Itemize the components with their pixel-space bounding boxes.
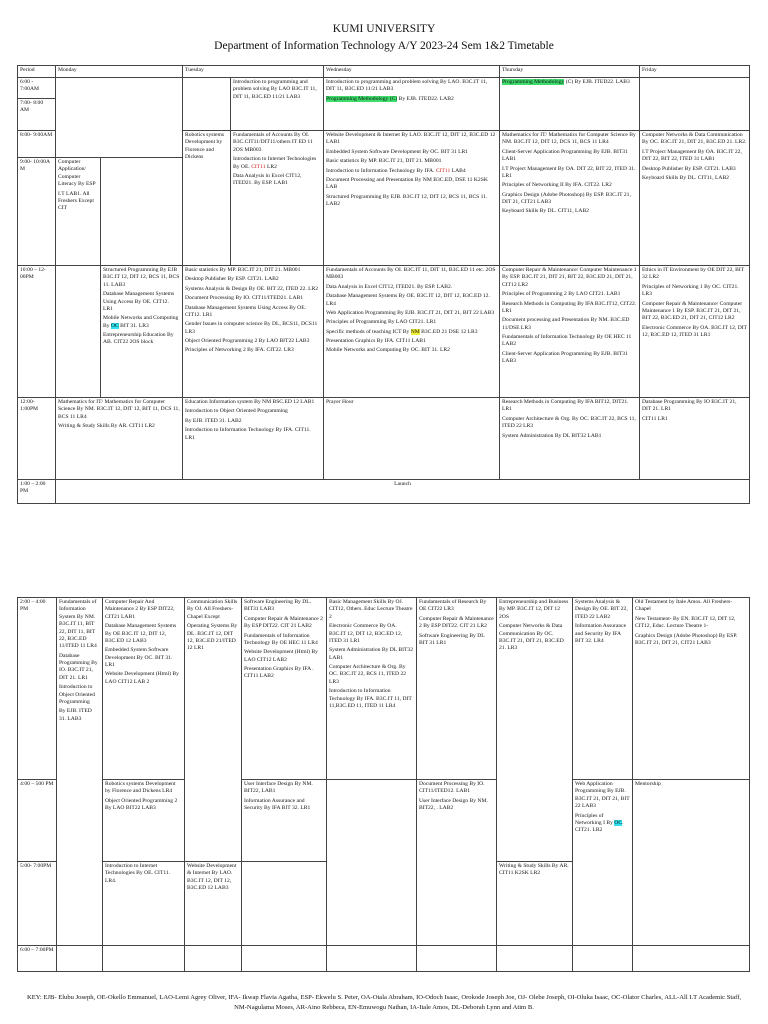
wednesday-morning: Website Development & Internet By LAO. B3C.IT 12, DIT 12, B3C.ED 12 LAB1 Embedded System Software Development By OC. BIT 31 LR1 Basic statistics By MP. B3C.IT 21, DIT 21. MB001 Introduction to Information Technology By IFA. CIT11 LAB4 Document Processing and Presentation By NM B3C.ED, DSE 11 K2SK LAB Structured Programming By EJB. B3C.IT 12, DIT 12, BCS 11, BCS 11. LAB2 <box>324 131 500 266</box>
timetable-morning <box>17 65 750 504</box>
friday-mentorship: Mentorship <box>633 780 750 946</box>
empty-cell <box>185 946 242 972</box>
period-cell: 6:00 – 7:00PM <box>18 946 57 972</box>
monday-evening: Introduction to Internet Technologies By OE. CIT11. LR4. <box>103 862 185 946</box>
monday-computer-literacy: Computer Application/ Computer Literacy By ESP I.T LAB1. All Freshers Except CIT <box>56 158 101 266</box>
friday-afternoon-a: Old Testament by Itale Amos. All Freshers- Chapel New Testament- By EN. B3C.IT 12, DIT 12, CIT12, Educ. Lecture Theatre 1- Graphics Design (Adobe Photoshop) By ESP. B3C.IT 21, DIT 21, CIT21 LAB3 <box>633 598 750 780</box>
monday-midmorning-empty <box>56 266 101 398</box>
university-title: KUMI UNIVERSITY <box>332 23 436 35</box>
empty-cell <box>417 946 497 972</box>
period-cell: 4:00 – 500 PM <box>18 780 57 862</box>
thursday-afternoon-b: Systems Analysis & Design By OE. BIT 22, ITED 22 LAB2 Information Assurance and Security By IFA BIT 32. LR4 <box>573 598 633 780</box>
empty-cell <box>103 946 185 972</box>
period-cell: 10:00 – 12- 00PM <box>18 266 56 398</box>
period-cell: 12:00- 1:00PM <box>18 398 56 480</box>
monday-midmorning: Structured Programming By EJB B3C.IT 12, DIT 12, BCS 11, BCS 11. LAB3 Database Management Systems Using Access By OE. CIT12. LR1 Mobile Networks and Computing By OC BIT 31. LR3 Entrepreneurship Education By AB. CIT22 2OS block <box>101 266 183 398</box>
tuesday-afternoon-b: Software Engineering By DL. BIT31 LAB3 Computer Repair & Maintenance 2 By ESP DIT22. CIT 21 LAB2 Fundamentals of Information Technology By OE HEC 11 LR4 Website Development (Html) By LAO CIT12 LAB2 Presentation Graphics By IFA . CIT11 LAB2 <box>242 598 327 780</box>
period-cell: 8:00- 9:00AM <box>18 131 56 158</box>
thursday-evening: Writing & Study Skills By AR. CIT11 K2SK LR2 <box>497 862 573 946</box>
friday-morning: Computer Networks & Data Communication By OC. B3C.IT 21, DIT 21, B3C.ED 21. LR2. I.T Project Management By OA. B3C.IT 22, DIT 22, BIT 22, ITED 31 LAB1 Desktop Publisher By ESP. CIT21. LAB3 Keyboard Skills By DL. CIT11, LAB2 <box>640 131 750 266</box>
friday-noon: Database Programming By IO B3C.IT 21, DIT 21. LR1 CIT11 LR1 <box>640 398 750 480</box>
wednesday-midmorning: Fundamentals of Accounts By OI. B3C.IT 11, DIT 11, B3C.ED 11 etc. 2OS MB003 Data Analysis in Excel CIT12, ITED21. By ESP. LAB2. Database Management Systems By OE. B3C.IT 12, DIT 12, B3C.ED 12. LR4 Web Application Programming By EJB. B3C.IT 21, DIT 21, BIT 22 LAB3 Principles of Programming By LAO CIT21. LR1 Specific methods of teaching ICT By NM B3C.ED 21 DSE 12 LR3 Presentation Graphics By IFA. CIT11 LAB1 Mobile Networks and Computing By OC. BIT 31. LR2 <box>324 266 500 398</box>
wednesday-afternoon-4pm: Document Processing By IO. CIT11/ITED12. LAB1 User Interface Design By NM. BIT22, . LAB2 <box>417 780 497 946</box>
monday-empty <box>101 158 183 266</box>
wednesday-prayer-hour: Prayer Hour <box>324 398 500 480</box>
tuesday-evening-a: Website Development & Internet By LAO. B3C.IT 12, DIT 12, B3C.ED 12 LAB3 <box>185 862 242 946</box>
monday-early <box>56 78 183 158</box>
header-period: Period <box>18 66 56 78</box>
header-friday: Friday <box>640 66 750 78</box>
empty-cell <box>633 946 750 972</box>
friday-early <box>640 78 750 131</box>
header-tuesday: Tuesday <box>183 66 324 78</box>
empty-cell <box>57 946 103 972</box>
empty-cell <box>573 946 633 972</box>
empty-cell <box>242 946 327 972</box>
lecturer-key: KEY: EJB- Elubu Joseph, OE-Okello Emmanuel, LAO-Lemi Agrey Oliver, IFA- Ikwap Flavia Agatha, ESP- Ekwelu S. Peter, OA-Otala Abraham, IO-Odoch Isaac, Orokode Joseph Joe, OJ- Olebe Joseph, OI-Oluka Isaac, OC-Olator Charles, ALL-All I.T Academic Staff, NM-Nagulama Moses, AR-Aino Rebbeca, EN-Emuwogu Nathan, IA-Itale Amos, DL-Deborah Lynn and Atim B. <box>26 994 742 1011</box>
header-thursday: Thursday <box>500 66 640 78</box>
empty-cell <box>327 946 417 972</box>
monday-afternoon-b: Computer Repair And Maintenance 2 By ESP DIT22, CIT21 LAB1 Database Management Systems By OE B3C.IT 12, DIT 12, B3C.ED 12 LAB3 Embedded System Software Development By OC. BIT 31. LR1 Website Development (Html) By LAO CIT12 LAB 2 <box>103 598 185 780</box>
header-wednesday: Wednesday <box>324 66 500 78</box>
period-cell: 9:00- 10:00A M <box>18 158 56 266</box>
monday-afternoon-a: Fundamentals of Information System By NM. B3C.IT 11, BIT 22, DIT 11, BIT 22, B3C.ED 11/ITED 11 LR4 Database Programming By IO. B3C.IT 21, DIT 21. LR1 Introduction to Object Oriented Programming By EJB. ITED 31. LAB3 <box>57 598 103 946</box>
timetable-title: Department of Information Technology A/Y 2023-24 Sem 1&2 Timetable <box>214 40 554 52</box>
tuesday-afternoon-4pm: User Interface Design By NM. BIT22, LAB1 Information Assurance and Security By IFA BIT 32. LR1 <box>242 780 327 862</box>
tuesday-intro-programming: Introduction to programming and problem solving By LAO B3C.IT 11, DIT 11, B3C.ED 11/21 LAB3 <box>231 78 324 131</box>
monday-afternoon-4pm: Robotics systems Development by Florence and Dickens LR4 Object Oriented Programming 2 By LAO BIT22 LAB3 <box>103 780 185 862</box>
period-cell: 1:00 – 2:00 PM <box>18 480 56 504</box>
monday-noon: Mathematics for IT/ Mathematics for Computer Science By NM. B3C.IT 12, DIT 12, BIT 11, DCS 11, BCS 11 LR4 Writing & Study Skills By AR. CIT11 LR2 <box>56 398 183 480</box>
tuesday-evening-b <box>242 862 327 946</box>
tuesday-midmorning: Basic statistics By MP. B3C.IT 21, DIT 21. MB001 Desktop Publisher By ESP. CIT21. LAB2 Systems Analysis & Design By OE. BIT 22, ITED 22. LR2 Document Processing By IO. CIT11/ITED21. LAB1 Database Management Systems Using Access By OE. CIT12. LR1 Gender Issues in computer science By DL, BCS11, DCS11 LR3 Object Oriented Programming 2 By LAO BIT22 LAB3 Principles of Networking 2 By IFA. CIT22. LR3 <box>183 266 324 398</box>
thursday-afternoon-a: Entrepreneurship and Business By MP. B3C.IT 12, DIT 12 2OS Computer Networks & Data Communication By OC. B3C.IT 21, DIT 21, B3C.ED 21. LR3 <box>497 598 573 862</box>
tuesday-morning: Fundamentals of Accounts By OI. B3C.CIT11/DIT11/others IT ED 11 2OS MB003 Introduction to Internet Technologies By OE. CIT11 LR2 Data Analysis in Excel CIT12, ITED21. By ESP. LAB1 <box>231 131 324 266</box>
thursday-midmorning: Computer Repair & Maintenance/ Computer Maintenance 1 By ESP. B3C.IT 21, DIT 21, BIT 22, B3C.ED 21, DIT 21, CIT12 LR2 Principles of Programming 2 By LAO CIT21. LAB1 Research Methods in Computing By IFA B3C.IT12, CIT22. LR1 Document processing and Presentation By NM. B3C.ED 11/DSE LR3 Fundamentals of Information Technology By OE HEC 11 LAB2 Client-Server Application Programming By EJB. BIT31 LAB3 <box>500 266 640 398</box>
empty-cell <box>497 946 573 972</box>
friday-midmorning: Ethics in IT Environment by OE DIT 22, BIT 32 LR2 Principles of Networking 1 By OC. CIT21. LR3 Computer Repair & Maintenance/ Computer Maintenance 1 By ESP. B3C.IT 21, DIT 21, BIT 22, B3C.ED 21, DIT 21, CIT12 LR2 Electronic Commerce By OA. B3C.IT 12, DIT 12, B3C.ED 12, ITED 31 LR1 <box>640 266 750 398</box>
tuesday-robotics: Robotics systems Development by Florence and Dickens <box>183 131 231 266</box>
wednesday-afternoon-a: Basic Management Skills By OJ. CIT12, Others. Educ Lecture Theatre 2 Electronic Commerce By OA. B3C.IT 12, DIT 12, B3C.ED 12, ITED 31 LR1 System Administration By DL BIT32 LAB1 Computer Architecture & Org. By OC. B3C.IT 22, BCS 11, ITED 22 LR3 Introduction to Information Technology By IFA. B3C.IT 11, DIT 11,B3C.ED 11, ITED 11 LR4 <box>327 598 417 780</box>
period-cell: 6:00 - 7:00AM <box>18 78 56 99</box>
tuesday-early-a <box>183 78 231 131</box>
period-cell: 7:00- 8:00 AM <box>18 99 56 131</box>
timetable-afternoon <box>17 597 750 972</box>
tuesday-noon: Education Information system By NM BSC.ED 12 LAB1 Introduction to Object Oriented Programming By EJB. ITED 31. LAB2 Introduction to Information Technology By IFA. CIT11. LR1 <box>183 398 324 480</box>
wednesday-early: Introduction to programming and problem solving By LAO. B3C.IT 11, DIT 11, B3C.ED 11/21 LAB3 Programming Methodology (C) By EJB. ITED22. LAB2 <box>324 78 500 131</box>
thursday-early: Programming Methodology (C) By EJB. ITED22. LAB3 <box>500 78 640 131</box>
thursday-noon: Research Methods in Computing By IFA BIT12, DIT21. LR1 Computer Architecture & Org. By OC. B3C.IT 22, BCS 11, ITED 22 LR3 System Administration By DL BIT32 LAB1 <box>500 398 640 480</box>
thursday-morning: Mathematics for IT/ Mathematics for Computer Science By NM. B3C.IT 12, DIT 12, DCS 11, BCS 11 LR4 Client-Server Application Programming By EJB. BIT31 LAB1 I.T Project Management By OA. DIT 22, BIT 22, ITED 31. LR1 Principles of Networking II By IFA. CIT22. LR2 Graphics Design (Adobe Photoshop) By ESP. B3C.IT 21, DIT 21, CIT21 LAB3 Keyboard Skills By DL. CIT11, LAB2 <box>500 131 640 266</box>
period-cell: 2:00 – 4:00 PM <box>18 598 57 780</box>
thursday-afternoon-4pm: Web Application Programming By EJB. B3C.IT 21, DIT 21, BIT 22 LAB3 Principles of Networking I By OC. CIT21. LR2 <box>573 780 633 946</box>
tuesday-afternoon-a: Communication Skills By OJ. All Freshers- Chapel Except Operating Systems By DL. B3C.IT 12, DIT 12, B3C.ED 21/ITED 12 LR1 <box>185 598 242 862</box>
wednesday-afternoon-4pm-empty <box>327 780 417 946</box>
header-monday: Monday <box>56 66 183 78</box>
lunch-break: Launch <box>56 480 750 504</box>
period-cell: 5:00- 7:00PM <box>18 862 57 946</box>
wednesday-afternoon-b: Fundamentals of Research By OE CIT22 LR3 Computer Repair & Maintenance 2 By ESP DIT22. CIT 21 LR2 Software Engineering By DL BIT 31 LR1 <box>417 598 497 780</box>
